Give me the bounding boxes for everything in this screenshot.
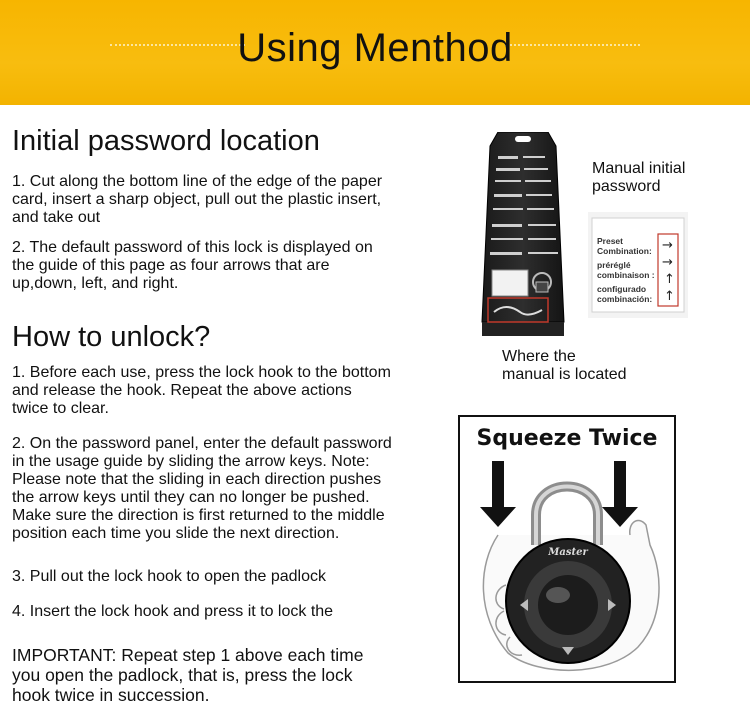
caption-line: Manual initial [592,160,686,177]
card-label-preregle: préréglé [597,260,631,270]
card-label-combination: Combination: [597,246,652,256]
card-label-combinacion: combinación: [597,294,653,304]
important-line: hook twice in succession. [12,685,210,705]
unlock-step-2-line: in the usage guide by sliding the arrow keys. Note: [12,453,370,470]
step-1-line: and take out [12,209,101,226]
step-2-default-password [12,239,373,293]
caption-manual-initial-password [592,160,685,196]
unlock-step-3: 3. Pull out the lock hook to open the padlock [12,568,326,585]
header-banner [0,0,750,105]
step-1-cut [12,173,382,227]
step-1-line: card, insert a sharp object, pull out the plastic insert, [12,191,382,208]
squeeze-twice-illustration [458,415,676,683]
step-2-line: 2. The default password of this lock is displayed on [12,239,373,256]
caption-manual-location [502,348,627,384]
section-heading-initial-password: Initial password location [12,125,320,157]
arrow-up-icon: ↑ [664,289,675,304]
unlock-step-2-line: 2. On the password panel, enter the default password [12,435,392,452]
unlock-step-2-line: position each time you slide the next direction. [12,525,340,542]
page-title: Using Menthod [237,26,513,70]
caption-line: manual is located [502,366,627,383]
brand-logo: Master [548,547,588,558]
step-2-line: the guide of this page as four arrows that are [12,257,330,274]
caption-line: password [592,178,661,195]
arrow-right-icon: → [662,238,673,253]
manual-insert-image [588,212,688,318]
unlock-step-2-line: the arrow keys until they can no longer be pushed. [12,489,370,506]
unlock-step-1-line: 1. Before each use, press the lock hook to the bottom [12,364,391,381]
step-1-line: 1. Cut along the bottom line of the edge of the paper [12,173,383,190]
unlock-step-2-line: Please note that the sliding in each direction pushes [12,471,382,488]
unlock-step-1 [12,364,391,418]
important-line: IMPORTANT: Repeat step 1 above each time [12,645,364,665]
important-line: you open the padlock, that is, press the lock [12,665,353,685]
section-heading-how-to-unlock: How to unlock? [12,321,211,353]
unlock-step-2 [12,435,392,543]
card-label-combinaison: combinaison : [597,270,655,280]
card-label-preset: Preset [597,236,623,246]
packaging-card-image [468,132,580,338]
card-label-configurado: configurado [597,284,647,294]
unlock-step-1-line: twice to clear. [12,400,109,417]
unlock-step-1-line: and release the hook. Repeat the above actions [12,382,352,399]
unlock-step-4: 4. Insert the lock hook and press it to lock the [12,603,334,620]
arrow-right-icon: → [662,255,673,270]
caption-line: Where the [502,348,576,365]
unlock-step-2-line: Make sure the direction is first returned to the middle [12,507,385,524]
arrow-up-icon: ↑ [664,272,675,287]
step-2-line: up,down, left, and right. [12,275,179,292]
important-note [12,645,363,705]
squeeze-twice-label: Squeeze Twice [476,426,658,451]
